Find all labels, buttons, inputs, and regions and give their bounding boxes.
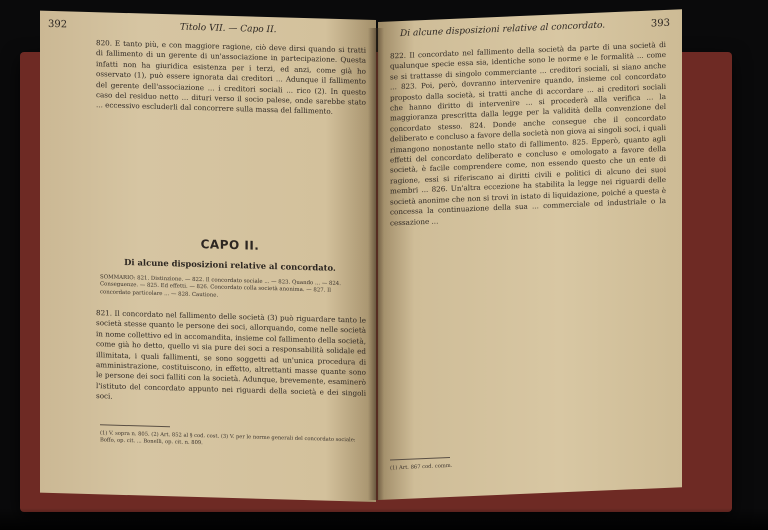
chapter-subtitle: Di alcune disposizioni relative al concordato. <box>124 256 336 273</box>
book-gutter <box>368 28 384 500</box>
running-title-right: Di alcune disposizioni relative al concordato. <box>400 20 606 40</box>
footnote-rule-right <box>390 457 450 461</box>
footnote-rule <box>100 424 170 427</box>
running-header-left <box>40 19 376 42</box>
page-number-right: 393 <box>650 17 670 30</box>
footnotes-left: (1) V. sopra n. 805. (2) Art. 852 al § cod. cost. (3) V. per le norme generali del concordato sociale: Boffo, op. cit. ... Bonelli, op. cit. n. 809. <box>100 430 356 447</box>
left-page <box>40 11 376 502</box>
running-header-right <box>378 17 682 44</box>
paragraph-820: 820. E tanto più, e con maggiore ragione, ciò deve dirsi quando si tratti di fallimento di un gerente di un'associazione in partecipazione. Questa infatti non ha giuridica esistenza per i terzi, ed anzi, come già ho osservato (1), può essere ignorata dai creditori ... Adunque il fallimento del gerente dell'associazione ... i creditori sociali ... rico (2). In questo caso del residuo netto ... dituri verso il socio palese, onde sarebbe stato ... eccessivo escluderli dal concorrere sulla massa del fallimento. <box>96 38 366 117</box>
running-title-left: Titolo VII. — Capo II. <box>180 22 277 36</box>
page-number-left: 392 <box>48 18 68 31</box>
footnote-right: (1) Art. 867 cod. comm. <box>390 462 453 472</box>
chapter-heading: CAPO II. <box>200 237 260 253</box>
chapter-summary: SOMMARIO: 821. Distinzione. — 822. Il concordato sociale ... — 823. Quando ... — 824. Conseguenze. — 825. Ed effetti. — 826. Concordato colla società anonima. — 827. Il concordato particolare ... — 828. Cautione. <box>100 274 341 299</box>
paragraph-821: 821. Il concordato nel fallimento delle società (3) può riguardare tanto le società stesse quanto le persone dei soci, allorquando, come nelle società in nome collettivo ed in accomandita, insieme col fallimento della società, come già ho detto, quello vi sia pure dei soci a responsabilità solidale ed illimitata, i quali fallimenti, se sono soggetti ad un'unica procedura di amministrazione, costituiscono, in effetto, altrettanti masse quante sono le persone dei soci falliti con la società. Adunque, brevemente, esaminerò l'istituto del concordato appunto nei riguardi della società e dei singoli soci. <box>96 308 366 401</box>
paragraphs-822-826: 822. Il concordato nel fallimento della società da parte di una società di qualunque specie essa sia, identiche sono le norme e le formalità ... come se si trattasse di singolo commerciante ... creditori sociali, si siano anche ... 823. Poi, però, dovranno intervenire quando, insieme col concordato proposto dalla società, si tratti anche di accordare ... ai creditori sociali che hanno diritto di intervenire ... si procederà alla verifica ... la maggioranza prescritta dalla legge per la validità della convenzione del concordato stesso. 824. Donde anche consegue che il concordato deliberato e concluso a favore della società non giova ai singoli soci, i quali rimangono nonostante nello stato di fallimento. 825. Epperò, quanto agli effetti del concordato deliberato e concluso e omologato a favore della società, è facile comprendere come, non essendo questo che un ente di ragione, essi si riferiscano ai diritti civili e politici di alcuno dei suoi membri ... 826. Un'altra eccezione ha stabilita la legge nei riguardi delle società anonime che non si trovi in istato di liquidazione, poiché a questa è concessa la continuazione della sua ... commerciale od industriale o la cessazione ... <box>390 39 666 227</box>
right-page <box>378 9 682 500</box>
table-shadow <box>0 508 768 530</box>
